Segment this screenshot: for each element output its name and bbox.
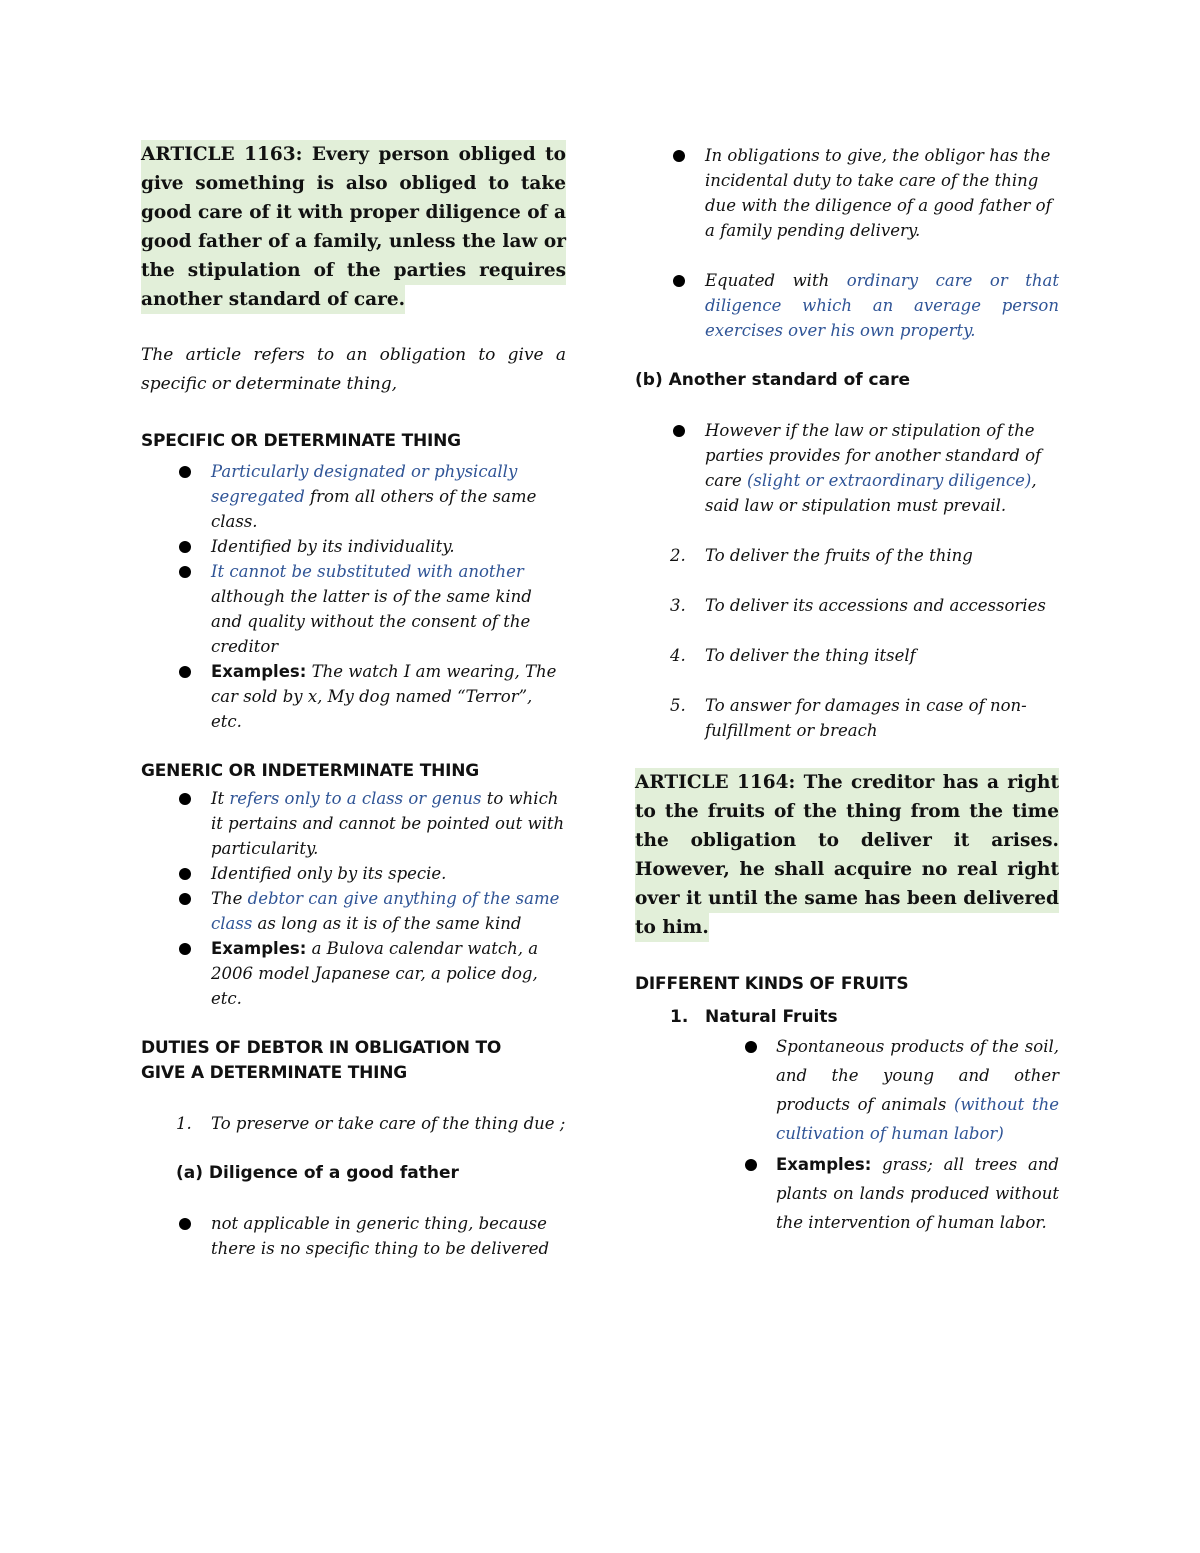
bullet-icon xyxy=(179,943,191,955)
list-item: Examples: The watch I am wearing, The car sold by x, My dog named “Terror”, etc. xyxy=(141,659,566,734)
list-item: In obligations to give, the obligor has the incidental duty to take care of the thing due with the diligence of a good father of a family pending delivery. xyxy=(635,143,1059,243)
intro-paragraph: The article refers to an obligation to give a specific or determinate thing, xyxy=(141,345,566,394)
bullet-icon xyxy=(673,425,685,437)
list-item: Particularly designated or physically segregated from all others of the same class. xyxy=(141,459,566,534)
bullet-icon xyxy=(745,1041,757,1053)
bullet-icon xyxy=(179,566,191,578)
list-item: Examples: a Bulova calendar watch, a 2006 model Japanese car, a police dog, etc. xyxy=(141,936,566,1011)
bullet-icon xyxy=(673,150,685,162)
bullet-icon xyxy=(179,868,191,880)
list-item: 2. To deliver the fruits of the thing xyxy=(670,546,973,565)
left-column xyxy=(141,140,566,1261)
bullet-icon xyxy=(179,893,191,905)
list-item: not applicable in generic thing, because there is no specific thing to be delivered xyxy=(141,1211,566,1261)
bullet-icon xyxy=(179,541,191,553)
bullet-icon xyxy=(673,275,685,287)
generic-list xyxy=(141,786,566,1011)
sub-a-heading: (a) Diligence of a good father xyxy=(176,1163,459,1183)
list-item: Equated with ordinary care or that diligence which an average person exercises over his own property. xyxy=(635,268,1059,343)
list-item: Spontaneous products of the soil, and the young and other products of animals (without the cultivation of human labor) xyxy=(635,1032,1059,1148)
sub-a-list xyxy=(141,1211,566,1261)
list-item: 1. To preserve or take care of the thing due ; xyxy=(176,1114,566,1133)
sub-b-list xyxy=(635,418,1059,518)
generic-heading: GENERIC OR INDETERMINATE THING xyxy=(141,761,480,781)
bullet-icon xyxy=(179,793,191,805)
article-1164-text: ARTICLE 1164: The creditor has a right to the fruits of the thing from the time the obligation to deliver it arises. However, he shall acquire no real right over it until the same has been delivered to him. xyxy=(635,768,1059,942)
fruits-heading: DIFFERENT KINDS OF FRUITS xyxy=(635,974,909,994)
article-1163 xyxy=(141,140,566,314)
list-item: Examples: grass; all trees and plants on lands produced without the intervention of human labor. xyxy=(635,1150,1059,1237)
bullet-icon xyxy=(745,1159,757,1171)
article-1163-text: ARTICLE 1163: Every person obliged to give something is also obliged to take good care of it with proper diligence of a good father of a family, unless the law or the stipulation of the parties requires another standard of care. xyxy=(141,140,566,314)
list-item: It cannot be substituted with another although the latter is of the same kind and quality without the consent of the creditor xyxy=(141,559,566,659)
sub-a-continued-list xyxy=(635,143,1059,343)
list-item: 3. To deliver its accessions and accessories xyxy=(670,596,1046,615)
bullet-icon xyxy=(179,666,191,678)
specific-list xyxy=(141,459,566,734)
list-item: 5. To answer for damages in case of non-fulfillment or breach xyxy=(670,696,1027,740)
natural-fruits-list xyxy=(635,1032,1059,1237)
duties-heading: DUTIES OF DEBTOR IN OBLIGATION TO GIVE A DETERMINATE THING xyxy=(141,1038,502,1083)
sub-b-heading: (b) Another standard of care xyxy=(635,370,911,390)
specific-heading: SPECIFIC OR DETERMINATE THING xyxy=(141,431,461,451)
article-1164 xyxy=(635,768,1059,942)
list-item: It refers only to a class or genus to which it pertains and cannot be pointed out with particularity. xyxy=(141,786,566,861)
duties-list-continued xyxy=(635,543,1059,743)
list-item: The debtor can give anything of the same class as long as it is of the same kind xyxy=(141,886,566,936)
bullet-icon xyxy=(179,1218,191,1230)
list-item: Identified only by its specie. xyxy=(141,861,566,886)
right-column xyxy=(635,140,1059,1237)
bullet-icon xyxy=(179,466,191,478)
duties-list xyxy=(141,1111,566,1136)
list-item: 4. To deliver the thing itself xyxy=(670,646,916,665)
list-item: However if the law or stipulation of the parties provides for another standard of care (slight or extraordinary diligence), said law or stipulation must prevail. xyxy=(635,418,1059,518)
list-item: Identified by its individuality. xyxy=(141,534,566,559)
natural-fruits-heading: 1. Natural Fruits xyxy=(670,1007,838,1027)
